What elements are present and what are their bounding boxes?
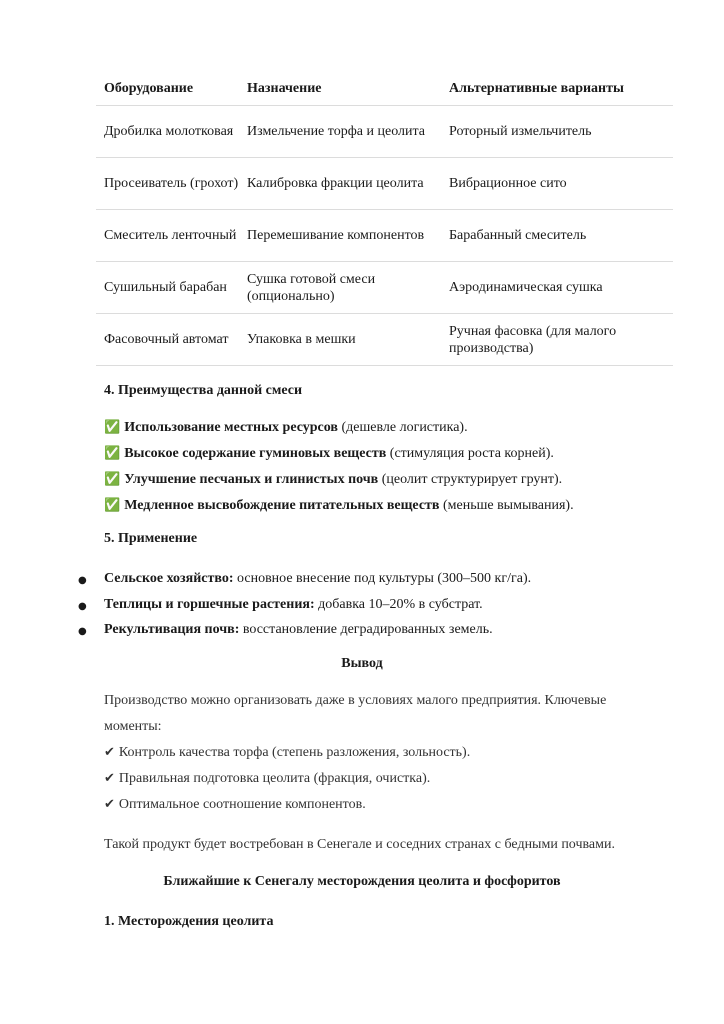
check-mark-icon: ✅ bbox=[104, 498, 121, 513]
table-cell: Ручная фасовка (для малого производства) bbox=[449, 323, 617, 356]
conclusion-check-item: ✔ Контроль качества торфа (степень разложения, зольность). bbox=[104, 745, 471, 760]
table-cell: Фасовочный автомат bbox=[104, 332, 229, 347]
table-row bbox=[96, 106, 673, 158]
table-cell: Аэродинамическая сушка bbox=[449, 280, 603, 295]
advantage-item: ✅ Медленное высвобождение питательных веществ (меньше вымывания). bbox=[104, 498, 574, 513]
table-header-row bbox=[96, 72, 673, 106]
conclusion-heading: Вывод bbox=[341, 656, 383, 671]
table-cell: Измельчение торфа и цеолита bbox=[247, 124, 425, 139]
conclusion-closing: Такой продукт будет востребован в Сенегале и соседних странах с бедными почвами. bbox=[104, 837, 615, 852]
column-header: Альтернативные варианты bbox=[449, 80, 624, 96]
conclusion-check-item: ✔ Правильная подготовка цеолита (фракция, очистка). bbox=[104, 771, 431, 786]
table-row bbox=[96, 210, 673, 262]
table-cell: Барабанный смеситель bbox=[449, 228, 587, 243]
conclusion-check-item: ✔ Оптимальное соотношение компонентов. bbox=[104, 797, 366, 812]
table-row bbox=[96, 262, 673, 314]
table-row bbox=[96, 314, 673, 366]
deposits-heading: Ближайшие к Сенегалу месторождения цеолита и фосфоритов bbox=[163, 874, 561, 889]
table-cell: Упаковка в мешки bbox=[247, 332, 356, 347]
table-cell: Просеиватель (грохот) bbox=[104, 176, 239, 191]
application-item: Теплицы и горшечные растения: добавка 10–20% в субстрат. bbox=[104, 597, 483, 612]
check-mark-icon: ✅ bbox=[104, 472, 121, 487]
table-cell: Сушильный барабан bbox=[104, 280, 227, 295]
bullet-icon: ● bbox=[78, 601, 87, 612]
advantage-item: ✅ Улучшение песчаных и глинистых почв (цеолит структурирует грунт). bbox=[104, 472, 563, 487]
column-header: Назначение bbox=[247, 80, 322, 96]
check-mark-icon: ✅ bbox=[104, 446, 121, 461]
conclusion-intro-line: Производство можно организовать даже в условиях малого предприятия. Ключевые bbox=[104, 693, 607, 708]
application-heading: 5. Применение bbox=[104, 531, 198, 546]
table-cell: Дробилка молотковая bbox=[104, 124, 234, 139]
check-mark-icon: ✅ bbox=[104, 420, 121, 435]
table-cell: Роторный измельчитель bbox=[449, 124, 592, 139]
table-cell: Сушка готовой смеси (опционально) bbox=[247, 271, 376, 304]
check-icon: ✔ bbox=[104, 771, 115, 786]
application-item: Сельское хозяйство: основное внесение под культуры (300–500 кг/га). bbox=[104, 571, 532, 586]
table-row bbox=[96, 158, 673, 210]
table-cell: Вибрационное сито bbox=[449, 176, 567, 191]
column-header: Оборудование bbox=[104, 80, 194, 96]
equipment-table bbox=[96, 72, 673, 366]
advantage-item: ✅ Высокое содержание гуминовых веществ (стимуляция роста корней). bbox=[104, 446, 554, 461]
bullet-icon: ● bbox=[78, 626, 87, 637]
table-cell: Перемешивание компонентов bbox=[247, 228, 425, 243]
check-icon: ✔ bbox=[104, 797, 115, 812]
advantage-item: ✅ Использование местных ресурсов (дешевле логистика). bbox=[104, 420, 468, 435]
check-icon: ✔ bbox=[104, 745, 115, 760]
conclusion-intro-line: моменты: bbox=[104, 719, 162, 734]
bullet-icon: ● bbox=[78, 575, 87, 586]
application-item: Рекультивация почв: восстановление деградированных земель. bbox=[104, 622, 493, 637]
zeolite-deposits-heading: 1. Месторождения цеолита bbox=[104, 914, 274, 929]
table-cell: Калибровка фракции цеолита bbox=[247, 176, 424, 191]
table-cell: Смеситель ленточный bbox=[104, 228, 237, 243]
advantages-heading: 4. Преимущества данной смеси bbox=[104, 383, 303, 398]
